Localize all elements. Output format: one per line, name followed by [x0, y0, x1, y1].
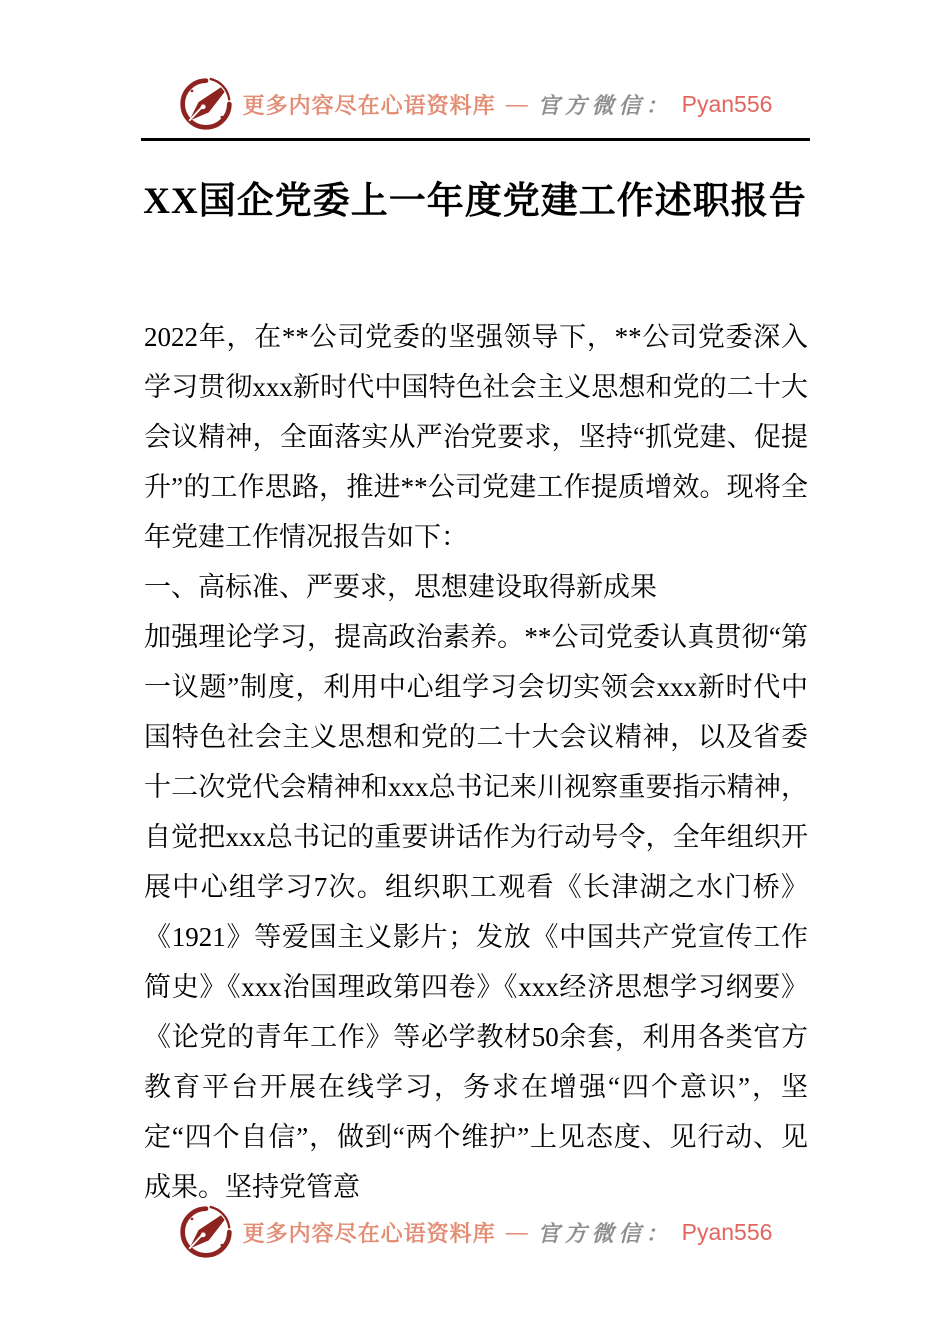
watermark-wechat-label: 官方微信：: [537, 92, 673, 118]
watermark-wechat-id: Pyan556: [681, 90, 773, 117]
pen-nib-swirl-icon: [178, 76, 234, 132]
watermark-dash: —: [505, 91, 528, 116]
pen-nib-swirl-icon: [178, 1204, 234, 1260]
body-paragraph-section-1: 加强理论学习，提高政治素养。**公司党委认真贯彻“第一议题”制度，利用中心组学习会切实领会xxx新时代中国特色社会主义思想和党的二十大会议精神，以及省委十二次党代会精神和xxx总书记来川视察重要指示精神，自觉把xxx总书记的重要讲话作为行动号令，全年组织开展中心组学习7次。组织职工观看《长津湖之水门桥》《1921》等爱国主义影片；发放《中国共产党宣传工作简史》《xxx治国理政第四卷》《xxx经济思想学习纲要》《论党的青年工作》等必学教材50余套，利用各类官方教育平台开展在线学习，务求在增强“四个意识”，坚定“四个自信”，做到“两个维护”上见态度、见行动、见成果。坚持党管意: [144, 622, 808, 1202]
header-divider-line: [141, 138, 810, 141]
watermark-dash: —: [505, 1219, 528, 1244]
watermark-brand-text: 更多内容尽在心语资料库: [242, 92, 496, 118]
document-body: [144, 312, 808, 1212]
watermark-wechat-label: 官方微信：: [537, 1220, 673, 1246]
body-paragraph-intro: 2022年，在**公司党委的坚强领导下，**公司党委深入学习贯彻xxx新时代中国特色社会主义思想和党的二十大会议精神，全面落实从严治党要求，坚持“抓党建、促提升”的工作思路，推进**公司党建工作提质增效。现将全年党建工作情况报告如下：: [144, 322, 808, 552]
watermark-brand-text: 更多内容尽在心语资料库: [242, 1220, 496, 1246]
footer-watermark: [0, 1202, 950, 1262]
document-title: XX国企党委上一年度党建工作述职报告: [143, 181, 807, 222]
header-watermark: [0, 74, 950, 134]
section-heading: 一、高标准、严要求，思想建设取得新成果: [144, 572, 657, 602]
watermark-wechat-id: Pyan556: [681, 1218, 773, 1245]
